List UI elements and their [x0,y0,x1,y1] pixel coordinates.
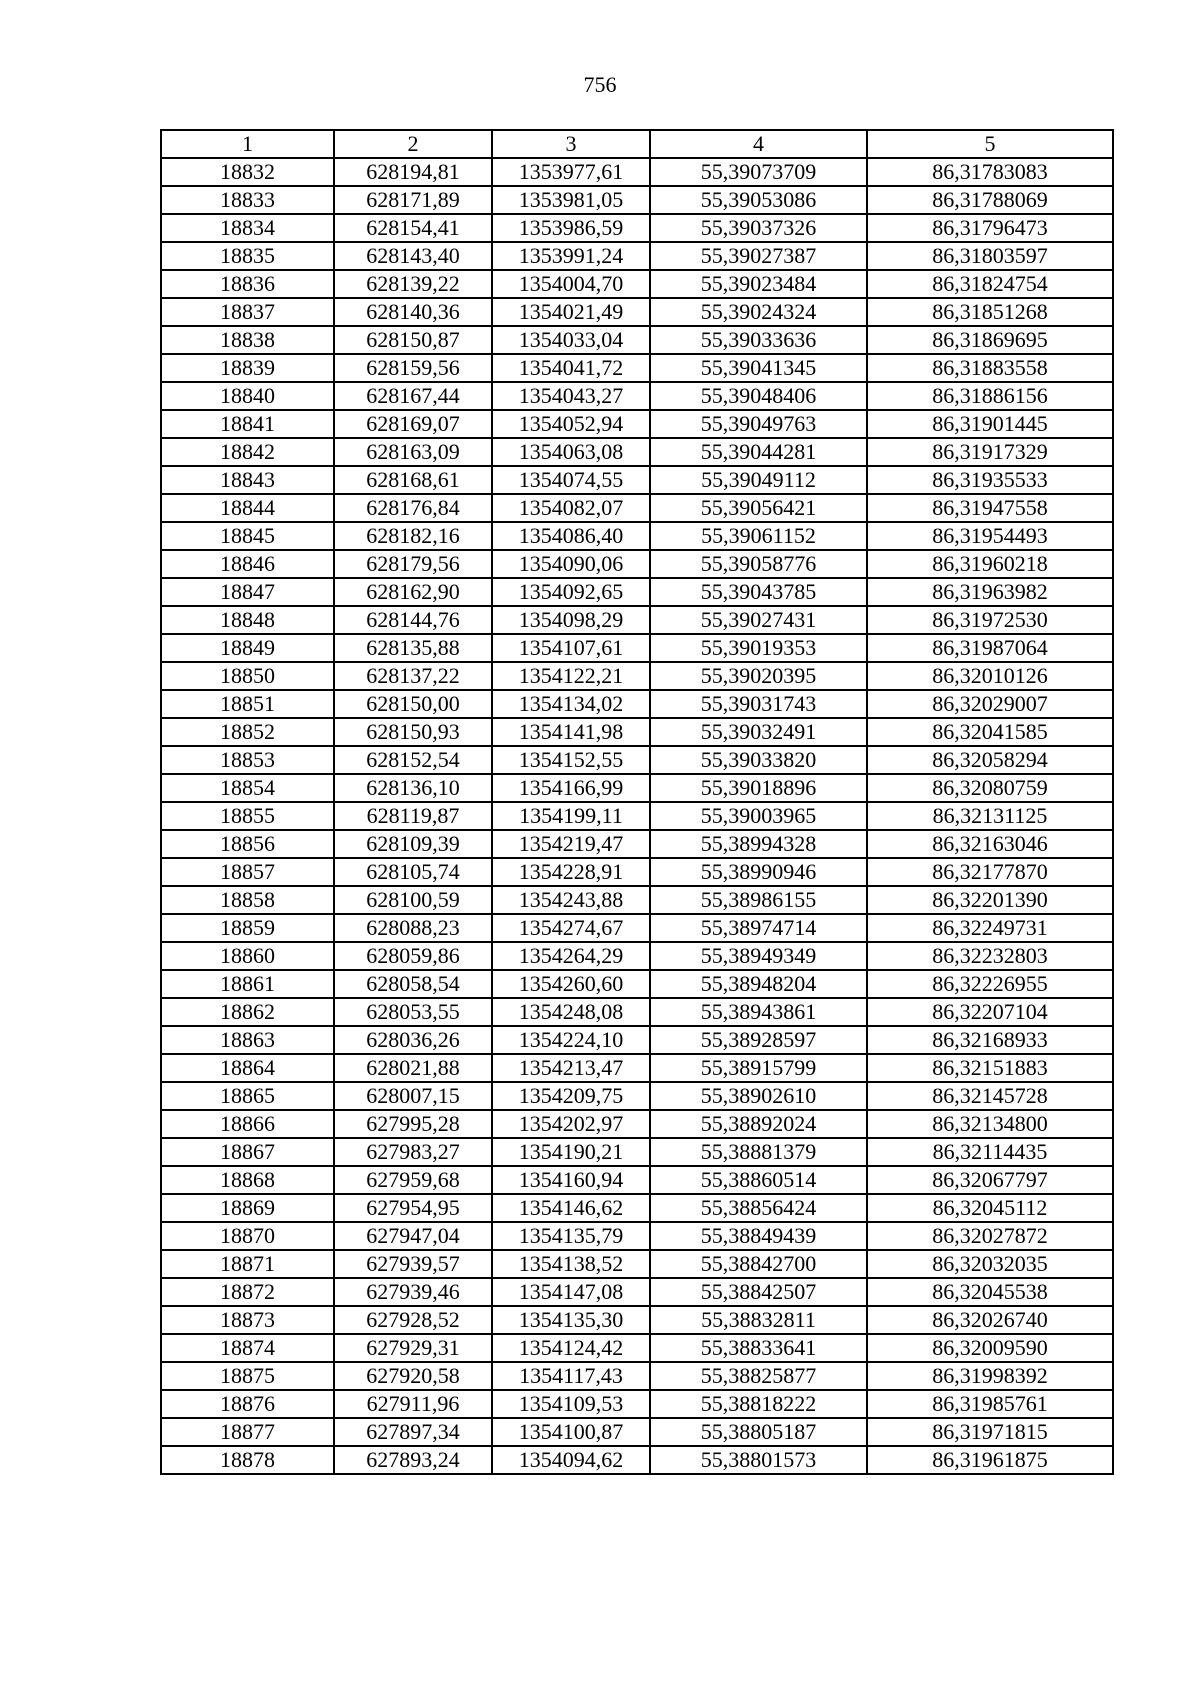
cell-longitude: 86,31886156 [867,382,1113,410]
cell-coord-y: 1354190,21 [492,1138,650,1166]
cell-longitude: 86,32041585 [867,718,1113,746]
cell-longitude: 86,32226955 [867,970,1113,998]
cell-longitude: 86,32045112 [867,1194,1113,1222]
cell-point-number: 18845 [161,522,334,550]
cell-point-number: 18848 [161,606,334,634]
cell-coord-y: 1354052,94 [492,410,650,438]
cell-coord-y: 1354134,02 [492,690,650,718]
table-row [161,690,1113,718]
cell-latitude: 55,38948204 [650,970,867,998]
table-row [161,410,1113,438]
cell-longitude: 86,32080759 [867,774,1113,802]
cell-coord-y: 1354160,94 [492,1166,650,1194]
cell-coord-x: 627995,28 [334,1110,492,1138]
cell-coord-x: 628169,07 [334,410,492,438]
cell-point-number: 18870 [161,1222,334,1250]
cell-longitude: 86,32114435 [867,1138,1113,1166]
cell-longitude: 86,32026740 [867,1306,1113,1334]
cell-coord-x: 627920,58 [334,1362,492,1390]
cell-longitude: 86,31954493 [867,522,1113,550]
cell-latitude: 55,39061152 [650,522,867,550]
cell-coord-y: 1354124,42 [492,1334,650,1362]
cell-longitude: 86,31961875 [867,1446,1113,1474]
table-row [161,1446,1113,1474]
cell-latitude: 55,38915799 [650,1054,867,1082]
cell-point-number: 18875 [161,1362,334,1390]
cell-coord-x: 627893,24 [334,1446,492,1474]
table-row [161,550,1113,578]
cell-coord-x: 628182,16 [334,522,492,550]
column-header: 4 [650,130,867,158]
cell-coord-y: 1354138,52 [492,1250,650,1278]
cell-latitude: 55,38818222 [650,1390,867,1418]
cell-coord-y: 1354074,55 [492,466,650,494]
table-row [161,270,1113,298]
cell-coord-y: 1354147,08 [492,1278,650,1306]
cell-longitude: 86,31987064 [867,634,1113,662]
cell-coord-y: 1354219,47 [492,830,650,858]
cell-point-number: 18839 [161,354,334,382]
cell-coord-x: 628168,61 [334,466,492,494]
cell-latitude: 55,39053086 [650,186,867,214]
cell-coord-y: 1354260,60 [492,970,650,998]
table-row [161,1138,1113,1166]
cell-point-number: 18872 [161,1278,334,1306]
cell-coord-x: 628154,41 [334,214,492,242]
cell-coord-x: 628088,23 [334,914,492,942]
cell-longitude: 86,31796473 [867,214,1113,242]
cell-coord-x: 628167,44 [334,382,492,410]
cell-point-number: 18863 [161,1026,334,1054]
table-row [161,242,1113,270]
cell-point-number: 18846 [161,550,334,578]
cell-longitude: 86,31971815 [867,1418,1113,1446]
cell-latitude: 55,39073709 [650,158,867,186]
cell-coord-y: 1353981,05 [492,186,650,214]
table-row [161,1082,1113,1110]
cell-latitude: 55,39058776 [650,550,867,578]
cell-longitude: 86,32177870 [867,858,1113,886]
cell-latitude: 55,39041345 [650,354,867,382]
table-row [161,298,1113,326]
cell-latitude: 55,39027431 [650,606,867,634]
table-row [161,438,1113,466]
cell-point-number: 18871 [161,1250,334,1278]
cell-coord-y: 1354166,99 [492,774,650,802]
cell-latitude: 55,38805187 [650,1418,867,1446]
cell-point-number: 18869 [161,1194,334,1222]
cell-coord-y: 1354224,10 [492,1026,650,1054]
cell-latitude: 55,38949349 [650,942,867,970]
cell-coord-y: 1354243,88 [492,886,650,914]
cell-latitude: 55,38833641 [650,1334,867,1362]
cell-longitude: 86,32232803 [867,942,1113,970]
cell-coord-y: 1354264,29 [492,942,650,970]
cell-coord-y: 1354090,06 [492,550,650,578]
cell-coord-x: 627959,68 [334,1166,492,1194]
cell-longitude: 86,32151883 [867,1054,1113,1082]
cell-coord-y: 1354274,67 [492,914,650,942]
table-row [161,662,1113,690]
table-row [161,802,1113,830]
cell-point-number: 18852 [161,718,334,746]
cell-coord-x: 628171,89 [334,186,492,214]
cell-latitude: 55,39033636 [650,326,867,354]
cell-coord-y: 1354213,47 [492,1054,650,1082]
cell-longitude: 86,32058294 [867,746,1113,774]
cell-latitude: 55,38943861 [650,998,867,1026]
cell-coord-x: 627928,52 [334,1306,492,1334]
cell-point-number: 18842 [161,438,334,466]
cell-coord-y: 1354063,08 [492,438,650,466]
cell-longitude: 86,32168933 [867,1026,1113,1054]
cell-latitude: 55,38849439 [650,1222,867,1250]
cell-longitude: 86,31960218 [867,550,1113,578]
cell-coord-y: 1354117,43 [492,1362,650,1390]
cell-coord-x: 628021,88 [334,1054,492,1082]
table-row [161,1390,1113,1418]
table-row [161,1110,1113,1138]
cell-point-number: 18849 [161,634,334,662]
table-row [161,1054,1113,1082]
cell-coord-x: 628007,15 [334,1082,492,1110]
cell-longitude: 86,31803597 [867,242,1113,270]
table-row [161,1278,1113,1306]
cell-point-number: 18874 [161,1334,334,1362]
cell-coord-y: 1354043,27 [492,382,650,410]
cell-longitude: 86,31947558 [867,494,1113,522]
cell-coord-y: 1354122,21 [492,662,650,690]
cell-coord-x: 627897,34 [334,1418,492,1446]
cell-point-number: 18840 [161,382,334,410]
cell-point-number: 18836 [161,270,334,298]
cell-point-number: 18834 [161,214,334,242]
table-row [161,774,1113,802]
cell-point-number: 18864 [161,1054,334,1082]
table-row [161,830,1113,858]
cell-latitude: 55,39027387 [650,242,867,270]
table-row [161,158,1113,186]
table-row [161,914,1113,942]
column-header: 1 [161,130,334,158]
cell-longitude: 86,32207104 [867,998,1113,1026]
cell-longitude: 86,31972530 [867,606,1113,634]
table-row [161,578,1113,606]
cell-coord-y: 1354109,53 [492,1390,650,1418]
cell-latitude: 55,38856424 [650,1194,867,1222]
cell-coord-y: 1354098,29 [492,606,650,634]
cell-latitude: 55,38842507 [650,1278,867,1306]
table-row [161,494,1113,522]
cell-longitude: 86,31788069 [867,186,1113,214]
cell-coord-x: 628150,00 [334,690,492,718]
cell-latitude: 55,38902610 [650,1082,867,1110]
cell-coord-x: 627939,57 [334,1250,492,1278]
cell-latitude: 55,38974714 [650,914,867,942]
cell-latitude: 55,39024324 [650,298,867,326]
cell-latitude: 55,39018896 [650,774,867,802]
cell-longitude: 86,32029007 [867,690,1113,718]
cell-latitude: 55,39049112 [650,466,867,494]
cell-point-number: 18866 [161,1110,334,1138]
cell-latitude: 55,38928597 [650,1026,867,1054]
cell-longitude: 86,32163046 [867,830,1113,858]
cell-point-number: 18855 [161,802,334,830]
cell-coord-x: 628140,36 [334,298,492,326]
table-row [161,382,1113,410]
table-row [161,998,1113,1026]
cell-coord-x: 627954,95 [334,1194,492,1222]
cell-coord-x: 627911,96 [334,1390,492,1418]
table-row [161,858,1113,886]
cell-longitude: 86,31869695 [867,326,1113,354]
cell-coord-y: 1354135,30 [492,1306,650,1334]
cell-point-number: 18858 [161,886,334,914]
cell-latitude: 55,38801573 [650,1446,867,1474]
cell-longitude: 86,31998392 [867,1362,1113,1390]
cell-latitude: 55,39044281 [650,438,867,466]
cell-point-number: 18835 [161,242,334,270]
cell-latitude: 55,39032491 [650,718,867,746]
cell-longitude: 86,32009590 [867,1334,1113,1362]
cell-coord-y: 1354135,79 [492,1222,650,1250]
cell-latitude: 55,39031743 [650,690,867,718]
cell-point-number: 18867 [161,1138,334,1166]
cell-coord-x: 628162,90 [334,578,492,606]
cell-latitude: 55,38994328 [650,830,867,858]
cell-latitude: 55,39043785 [650,578,867,606]
cell-point-number: 18860 [161,942,334,970]
cell-coord-x: 628150,93 [334,718,492,746]
cell-coord-x: 628194,81 [334,158,492,186]
cell-point-number: 18878 [161,1446,334,1474]
cell-coord-x: 628143,40 [334,242,492,270]
cell-coord-x: 628053,55 [334,998,492,1026]
cell-point-number: 18854 [161,774,334,802]
table-row [161,1026,1113,1054]
cell-point-number: 18853 [161,746,334,774]
cell-coord-x: 628137,22 [334,662,492,690]
cell-coord-x: 627947,04 [334,1222,492,1250]
cell-coord-x: 627939,46 [334,1278,492,1306]
cell-coord-x: 628059,86 [334,942,492,970]
page-number: 756 [583,72,617,97]
cell-longitude: 86,32145728 [867,1082,1113,1110]
cell-coord-x: 628100,59 [334,886,492,914]
table-row [161,326,1113,354]
cell-latitude: 55,38892024 [650,1110,867,1138]
cell-latitude: 55,38842700 [650,1250,867,1278]
cell-longitude: 86,32201390 [867,886,1113,914]
cell-latitude: 55,38881379 [650,1138,867,1166]
cell-point-number: 18877 [161,1418,334,1446]
cell-latitude: 55,38860514 [650,1166,867,1194]
cell-point-number: 18832 [161,158,334,186]
cell-coord-x: 627929,31 [334,1334,492,1362]
table-row [161,1418,1113,1446]
cell-longitude: 86,32131125 [867,802,1113,830]
cell-point-number: 18856 [161,830,334,858]
cell-coord-y: 1354033,04 [492,326,650,354]
cell-coord-y: 1354092,65 [492,578,650,606]
table-row [161,1222,1113,1250]
cell-longitude: 86,32134800 [867,1110,1113,1138]
cell-coord-x: 628058,54 [334,970,492,998]
cell-point-number: 18838 [161,326,334,354]
cell-coord-y: 1354107,61 [492,634,650,662]
cell-latitude: 55,39019353 [650,634,867,662]
cell-coord-y: 1353991,24 [492,242,650,270]
cell-point-number: 18861 [161,970,334,998]
cell-coord-y: 1354146,62 [492,1194,650,1222]
cell-coord-y: 1354041,72 [492,354,650,382]
table-row [161,1362,1113,1390]
cell-coord-x: 628135,88 [334,634,492,662]
cell-point-number: 18844 [161,494,334,522]
cell-coord-x: 628144,76 [334,606,492,634]
cell-point-number: 18841 [161,410,334,438]
cell-longitude: 86,32032035 [867,1250,1113,1278]
cell-point-number: 18876 [161,1390,334,1418]
cell-coord-y: 1354199,11 [492,802,650,830]
cell-latitude: 55,39020395 [650,662,867,690]
cell-longitude: 86,31985761 [867,1390,1113,1418]
cell-coord-y: 1354021,49 [492,298,650,326]
cell-longitude: 86,31963982 [867,578,1113,606]
cell-latitude: 55,39037326 [650,214,867,242]
cell-coord-y: 1354004,70 [492,270,650,298]
cell-coord-y: 1354209,75 [492,1082,650,1110]
cell-coord-x: 628119,87 [334,802,492,830]
cell-latitude: 55,38990946 [650,858,867,886]
cell-latitude: 55,38825877 [650,1362,867,1390]
cell-coord-x: 628139,22 [334,270,492,298]
cell-latitude: 55,39049763 [650,410,867,438]
cell-coord-y: 1354248,08 [492,998,650,1026]
cell-point-number: 18865 [161,1082,334,1110]
cell-coord-x: 628152,54 [334,746,492,774]
cell-latitude: 55,38832811 [650,1306,867,1334]
table-body [161,158,1113,1474]
cell-longitude: 86,31935533 [867,466,1113,494]
cell-coord-x: 628036,26 [334,1026,492,1054]
table-row [161,466,1113,494]
cell-latitude: 55,39033820 [650,746,867,774]
column-header: 3 [492,130,650,158]
table-header-row [161,130,1113,158]
cell-longitude: 86,31901445 [867,410,1113,438]
table-row [161,1166,1113,1194]
cell-coord-x: 627983,27 [334,1138,492,1166]
cell-coord-y: 1354094,62 [492,1446,650,1474]
cell-point-number: 18873 [161,1306,334,1334]
cell-longitude: 86,31917329 [867,438,1113,466]
cell-longitude: 86,32010126 [867,662,1113,690]
cell-point-number: 18837 [161,298,334,326]
cell-coord-y: 1354082,07 [492,494,650,522]
cell-coord-x: 628105,74 [334,858,492,886]
column-header: 5 [867,130,1113,158]
column-header: 2 [334,130,492,158]
cell-coord-y: 1353977,61 [492,158,650,186]
cell-latitude: 55,39023484 [650,270,867,298]
cell-longitude: 86,31783083 [867,158,1113,186]
cell-coord-y: 1354228,91 [492,858,650,886]
cell-coord-x: 628159,56 [334,354,492,382]
cell-point-number: 18857 [161,858,334,886]
table-row [161,1306,1113,1334]
cell-coord-y: 1354152,55 [492,746,650,774]
cell-latitude: 55,38986155 [650,886,867,914]
table-row [161,186,1113,214]
table-row [161,970,1113,998]
table-row [161,886,1113,914]
cell-coord-x: 628179,56 [334,550,492,578]
cell-longitude: 86,31883558 [867,354,1113,382]
cell-coord-x: 628163,09 [334,438,492,466]
cell-point-number: 18862 [161,998,334,1026]
cell-coord-y: 1354086,40 [492,522,650,550]
cell-longitude: 86,32067797 [867,1166,1113,1194]
table-row [161,718,1113,746]
cell-longitude: 86,32045538 [867,1278,1113,1306]
cell-point-number: 18859 [161,914,334,942]
cell-coord-y: 1354202,97 [492,1110,650,1138]
cell-coord-x: 628150,87 [334,326,492,354]
cell-point-number: 18851 [161,690,334,718]
cell-longitude: 86,31851268 [867,298,1113,326]
cell-point-number: 18850 [161,662,334,690]
cell-latitude: 55,39003965 [650,802,867,830]
cell-point-number: 18868 [161,1166,334,1194]
cell-longitude: 86,32027872 [867,1222,1113,1250]
table-row [161,1334,1113,1362]
table-row [161,1194,1113,1222]
table-row [161,214,1113,242]
table-row [161,634,1113,662]
cell-coord-y: 1354141,98 [492,718,650,746]
cell-coord-y: 1353986,59 [492,214,650,242]
cell-longitude: 86,32249731 [867,914,1113,942]
cell-coord-x: 628136,10 [334,774,492,802]
coordinates-table [160,129,1114,1475]
cell-coord-x: 628109,39 [334,830,492,858]
cell-latitude: 55,39048406 [650,382,867,410]
cell-coord-y: 1354100,87 [492,1418,650,1446]
table-row [161,1250,1113,1278]
cell-point-number: 18843 [161,466,334,494]
cell-latitude: 55,39056421 [650,494,867,522]
table-row [161,606,1113,634]
cell-point-number: 18847 [161,578,334,606]
cell-longitude: 86,31824754 [867,270,1113,298]
table-row [161,354,1113,382]
table-row [161,942,1113,970]
table-row [161,746,1113,774]
table-row [161,522,1113,550]
cell-coord-x: 628176,84 [334,494,492,522]
cell-point-number: 18833 [161,186,334,214]
